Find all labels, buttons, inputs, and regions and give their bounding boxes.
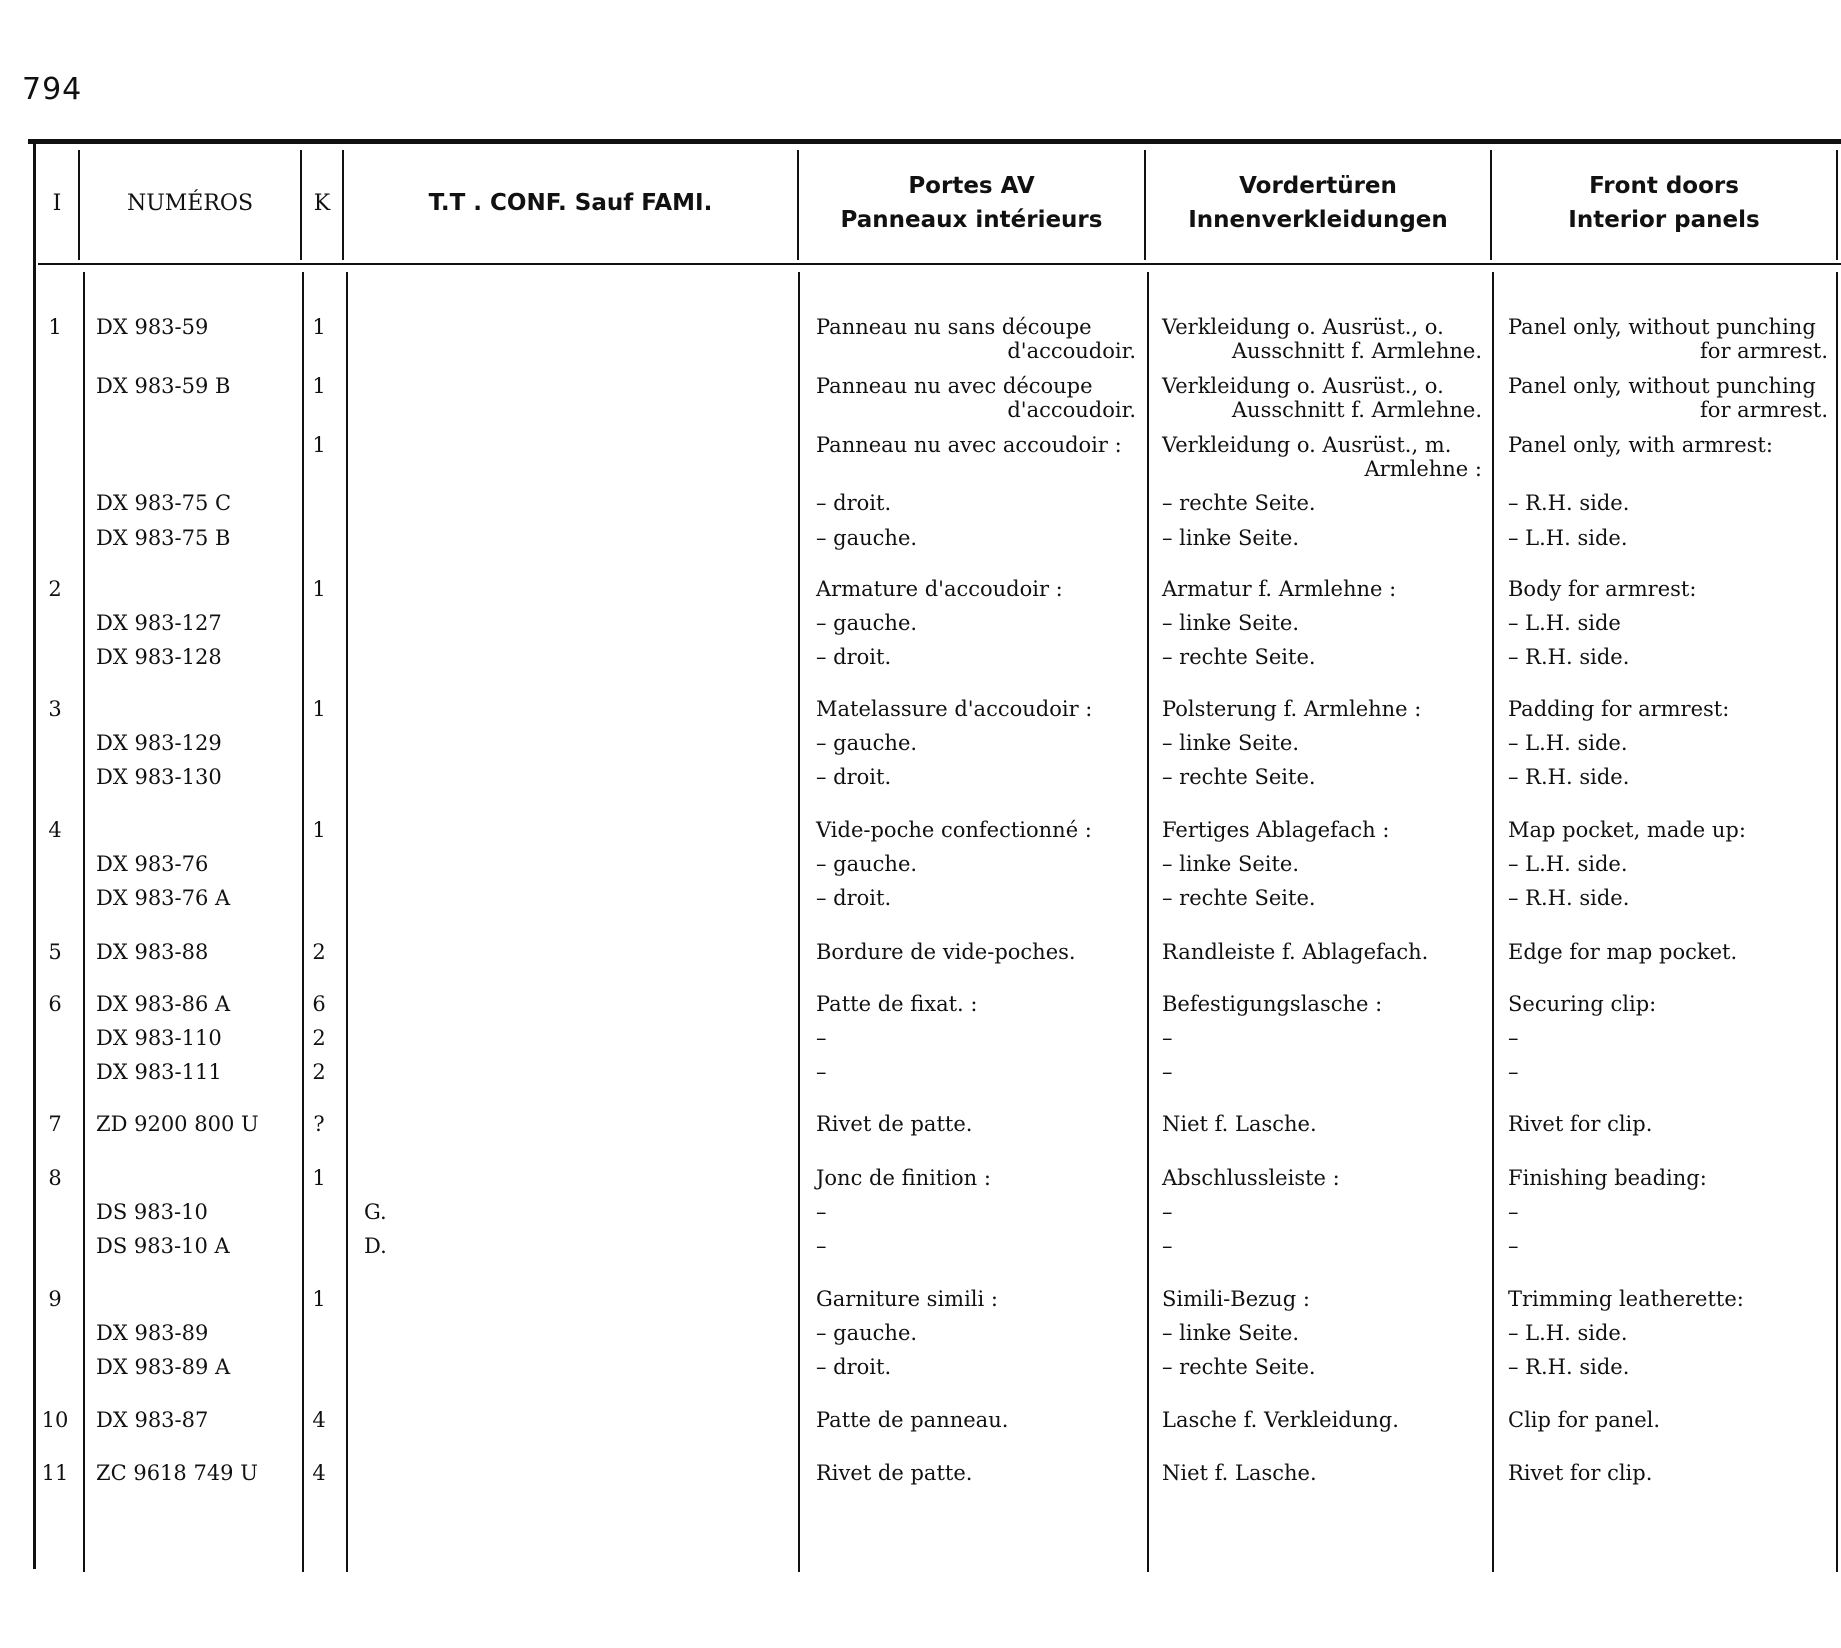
quantity: 2 [312,1026,326,1050]
column-rule [1836,150,1838,260]
description-fr [816,374,1136,422]
description-en-line: Padding for armrest: [1508,697,1730,721]
description-de-line: – linke Seite. [1162,611,1300,635]
description-de-line: Simili-Bezug : [1162,1287,1310,1311]
description-en [1508,645,1828,669]
description-de [1162,374,1482,422]
description-de-line: – rechte Seite. [1162,645,1316,669]
description-de-line: Fertiges Ablagefach : [1162,818,1390,842]
row-index: 11 [41,1461,69,1485]
description-en [1508,765,1828,789]
description-de [1162,697,1482,721]
header-english: Front doors Interior panels [1568,173,1760,233]
description-de [1162,852,1482,876]
description-en [1508,1234,1828,1258]
description-de-line: Lasche f. Verkleidung. [1162,1408,1399,1432]
part-number: DX 983-76 A [96,886,231,910]
description-fr [816,577,1136,601]
description-de [1162,1355,1482,1379]
row-index: 3 [48,697,62,721]
quantity: 1 [312,697,326,721]
description-de-line: – linke Seite. [1162,526,1300,550]
description-en [1508,491,1828,515]
part-number: DX 983-129 [96,731,222,755]
description-en-line: – [1508,1060,1519,1084]
description-de [1162,1234,1482,1258]
description-de-line: – [1162,1060,1173,1084]
description-fr-line: Rivet de patte. [816,1112,973,1136]
header-french: Portes AV Panneaux intérieurs [840,173,1103,233]
description-en-line: – R.H. side. [1508,886,1630,910]
description-fr-line: – [816,1026,827,1050]
description-de [1162,491,1482,515]
description-fr [816,1321,1136,1345]
row-index: 10 [41,1408,69,1432]
description-fr-line: – gauche. [816,526,918,550]
description-fr [816,1200,1136,1224]
column-rule [1492,272,1494,1572]
part-number: DX 983-89 [96,1321,209,1345]
description-de-line: Niet f. Lasche. [1162,1112,1317,1136]
description-fr [816,765,1136,789]
part-number: DS 983-10 [96,1200,208,1224]
description-de-line: Befestigungslasche : [1162,992,1383,1016]
part-number: DX 983-89 A [96,1355,231,1379]
part-number: DX 983-59 B [96,374,231,398]
header-tt-conf: T.T . CONF. Sauf FAMI. [428,190,713,216]
description-de [1162,315,1482,363]
description-fr [816,1026,1136,1050]
variant-code: D. [364,1234,387,1258]
description-de-line: – [1162,1234,1173,1258]
description-en [1508,1408,1828,1432]
description-fr [816,992,1136,1016]
description-en [1508,1287,1828,1311]
description-en-line: Securing clip: [1508,992,1657,1016]
description-fr-line: Armature d'accoudoir : [816,577,1063,601]
description-fr-line: Panneau nu sans découpe [816,315,1092,339]
description-de [1162,1461,1482,1485]
description-fr-line: Patte de panneau. [816,1408,1009,1432]
part-number: DX 983-87 [96,1408,209,1432]
description-fr [816,491,1136,515]
description-de-line: Armlehne : [1364,457,1482,481]
description-en-line: – R.H. side. [1508,765,1630,789]
description-de [1162,1321,1482,1345]
quantity: 1 [312,374,326,398]
description-de [1162,433,1482,481]
description-en-line: – L.H. side. [1508,1321,1628,1345]
description-fr [816,1355,1136,1379]
row-index: 6 [48,992,62,1016]
description-en [1508,697,1828,721]
description-de [1162,1287,1482,1311]
variant-code: G. [364,1200,387,1224]
description-en [1508,1112,1828,1136]
quantity: 1 [312,315,326,339]
description-de-line: – [1162,1200,1173,1224]
description-en-line: – L.H. side [1508,611,1621,635]
description-en [1508,433,1828,457]
row-index: 4 [48,818,62,842]
part-number: DS 983-10 A [96,1234,230,1258]
description-en-line: – L.H. side. [1508,731,1628,755]
description-fr [816,818,1136,842]
row-index: 5 [48,940,62,964]
description-de-line: Randleiste f. Ablagefach. [1162,940,1429,964]
description-en-line: Map pocket, made up: [1508,818,1746,842]
description-en [1508,1060,1828,1084]
description-de [1162,1166,1482,1190]
description-de [1162,731,1482,755]
description-de-line: Niet f. Lasche. [1162,1461,1317,1485]
description-fr-line: Rivet de patte. [816,1461,973,1485]
description-de [1162,1060,1482,1084]
description-de-line: – linke Seite. [1162,852,1300,876]
description-en-line: – L.H. side. [1508,852,1628,876]
row-index: 1 [48,315,62,339]
row-index: 7 [48,1112,62,1136]
description-en-line: Clip for panel. [1508,1408,1661,1432]
description-fr [816,611,1136,635]
description-en [1508,315,1828,363]
row-index: 8 [48,1166,62,1190]
description-fr-line: Panneau nu avec accoudoir : [816,433,1122,457]
description-fr-line: Jonc de finition : [816,1166,991,1190]
part-number: DX 983-127 [96,611,222,635]
description-fr [816,1112,1136,1136]
quantity: ? [313,1112,325,1136]
part-number: ZC 9618 749 U [96,1461,258,1485]
description-fr [816,852,1136,876]
description-de [1162,577,1482,601]
description-fr [816,1287,1136,1311]
description-fr [816,1060,1136,1084]
description-fr-line: – gauche. [816,731,918,755]
part-number: DX 983-110 [96,1026,222,1050]
description-fr [816,1166,1136,1190]
quantity: 1 [312,433,326,457]
description-fr-line: d'accoudoir. [1007,398,1136,422]
description-fr-line: – droit. [816,491,892,515]
description-en [1508,611,1828,635]
quantity: 4 [312,1461,326,1485]
quantity: 2 [312,1060,326,1084]
description-de-line: – rechte Seite. [1162,765,1316,789]
part-number: DX 983-75 C [96,491,232,515]
description-de [1162,886,1482,910]
description-de-line: – linke Seite. [1162,731,1300,755]
description-de-line: Ausschnitt f. Armlehne. [1231,398,1482,422]
row-index: 2 [48,577,62,601]
description-de [1162,645,1482,669]
description-fr-line: Patte de fixat. : [816,992,978,1016]
description-de [1162,818,1482,842]
description-de-line: Ausschnitt f. Armlehne. [1231,339,1482,363]
description-de [1162,1112,1482,1136]
description-en-line: Finishing beading: [1508,1166,1707,1190]
part-number: DX 983-88 [96,940,209,964]
description-fr-line: – [816,1200,827,1224]
description-en [1508,526,1828,550]
description-de [1162,1026,1482,1050]
part-number: DX 983-75 B [96,526,231,550]
description-en [1508,1200,1828,1224]
description-fr-line: Matelassure d'accoudoir : [816,697,1093,721]
quantity: 4 [312,1408,326,1432]
description-en [1508,577,1828,601]
description-fr-line: d'accoudoir. [1007,339,1136,363]
part-number: DX 983-76 [96,852,209,876]
description-fr [816,1234,1136,1258]
description-de-line: Verkleidung o. Ausrüst., o. [1162,315,1444,339]
column-rule [798,272,800,1572]
description-fr-line: Bordure de vide-poches. [816,940,1076,964]
description-de [1162,526,1482,550]
description-en-line: – [1508,1234,1519,1258]
description-en [1508,1026,1828,1050]
description-fr-line: – droit. [816,1355,892,1379]
quantity: 1 [312,1287,326,1311]
description-fr-line: – gauche. [816,852,918,876]
description-de-line: – linke Seite. [1162,1321,1300,1345]
description-fr [816,526,1136,550]
description-en [1508,1321,1828,1345]
description-fr-line: – droit. [816,886,892,910]
description-fr-line: – gauche. [816,611,918,635]
column-rule [83,272,85,1572]
part-number: DX 983-111 [96,1060,222,1084]
description-en [1508,1461,1828,1485]
description-en-line: – R.H. side. [1508,491,1630,515]
description-fr [816,886,1136,910]
column-rule [302,272,304,1572]
quantity: 1 [312,1166,326,1190]
description-fr-line: – droit. [816,645,892,669]
description-fr [816,645,1136,669]
description-en [1508,374,1828,422]
description-de-line: – [1162,1026,1173,1050]
description-fr [816,731,1136,755]
column-rule [346,272,348,1572]
description-en-line: Panel only, without punching [1508,315,1816,339]
description-en [1508,852,1828,876]
description-de-line: Verkleidung o. Ausrüst., m. [1162,433,1452,457]
description-en-line: Trimming leatherette: [1508,1287,1744,1311]
quantity: 2 [312,940,326,964]
description-en-line: for armrest. [1700,339,1828,363]
part-number: DX 983-130 [96,765,222,789]
description-en-line: – [1508,1026,1519,1050]
description-en [1508,992,1828,1016]
header-k: K [313,190,331,216]
row-index: 9 [48,1287,62,1311]
description-en [1508,1355,1828,1379]
description-de-line: – rechte Seite. [1162,491,1316,515]
description-fr-line: Vide-poche confectionné : [816,818,1092,842]
description-en-line: – L.H. side. [1508,526,1628,550]
description-de [1162,1408,1482,1432]
description-fr-line: – gauche. [816,1321,918,1345]
part-number: DX 983-59 [96,315,209,339]
description-en [1508,1166,1828,1190]
part-number: DX 983-86 A [96,992,231,1016]
description-en [1508,818,1828,842]
description-en-line: – R.H. side. [1508,645,1630,669]
description-de-line: Armatur f. Armlehne : [1162,577,1397,601]
description-fr [816,1408,1136,1432]
description-en [1508,940,1828,964]
header-index: I [52,190,62,216]
description-en-line: Panel only, with armrest: [1508,433,1773,457]
description-fr [816,697,1136,721]
part-number: DX 983-128 [96,645,222,669]
quantity: 1 [312,818,326,842]
description-de-line: – rechte Seite. [1162,1355,1316,1379]
description-en-line: Rivet for clip. [1508,1461,1653,1485]
description-de [1162,992,1482,1016]
description-en-line: Panel only, without punching [1508,374,1816,398]
description-fr-line: – droit. [816,765,892,789]
description-de [1162,1200,1482,1224]
page-number: 794 [22,72,83,107]
description-fr [816,433,1136,457]
description-fr-line: – [816,1060,827,1084]
header-german: Vordertüren Innenverkleidungen [1188,173,1448,233]
column-rule [33,144,36,1569]
description-en-line: Rivet for clip. [1508,1112,1653,1136]
part-number: ZD 9200 800 U [96,1112,259,1136]
description-en-line: Body for armrest: [1508,577,1697,601]
description-de-line: Polsterung f. Armlehne : [1162,697,1422,721]
description-de-line: Abschlussleiste : [1162,1166,1340,1190]
description-en-line: – [1508,1200,1519,1224]
quantity: 6 [312,992,326,1016]
column-rule [1836,272,1838,1572]
quantity: 1 [312,577,326,601]
description-fr-line: Panneau nu avec découpe [816,374,1093,398]
description-en-line: – R.H. side. [1508,1355,1630,1379]
description-de [1162,765,1482,789]
description-de-line: Verkleidung o. Ausrüst., o. [1162,374,1444,398]
description-en-line: for armrest. [1700,398,1828,422]
description-en-line: Edge for map pocket. [1508,940,1738,964]
description-en [1508,886,1828,910]
description-fr [816,315,1136,363]
column-rule [1147,272,1149,1572]
description-fr-line: Garniture simili : [816,1287,998,1311]
description-de [1162,940,1482,964]
description-fr [816,940,1136,964]
description-de-line: – rechte Seite. [1162,886,1316,910]
description-de [1162,611,1482,635]
header-bottom-rule [38,263,1841,265]
description-fr [816,1461,1136,1485]
description-en [1508,731,1828,755]
header-numeros: NUMÉROS [126,190,254,216]
description-fr-line: – [816,1234,827,1258]
